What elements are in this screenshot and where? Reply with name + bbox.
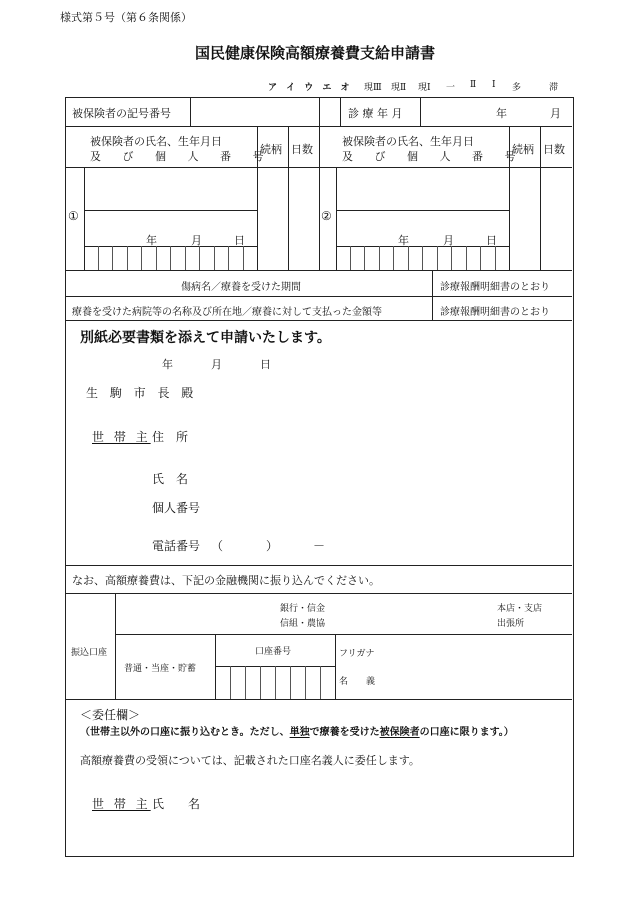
treatment-month-unit: 月 <box>550 107 561 120</box>
applicant-name-field[interactable] <box>210 466 550 488</box>
householder-label: 世 帯 主 <box>92 430 151 444</box>
personal-number-label: 個人番号 <box>152 501 201 515</box>
status-code-1: 現Ⅲ <box>364 83 382 93</box>
entry-2-day: 日 <box>486 234 497 247</box>
entry-2-marker: ② <box>321 209 332 223</box>
addressee: 生 駒 市 長 殿 <box>86 386 198 400</box>
name-label: 氏 名 <box>152 472 189 486</box>
status-code-5: Ⅱ <box>470 80 477 90</box>
phone-label: 電話番号 <box>152 539 201 553</box>
name-header-1b: 及 び 個 人 番 号 <box>90 150 273 163</box>
days-header-1: 日数 <box>291 143 313 156</box>
delegation-condition <box>80 723 514 738</box>
delegation-condition-prefix: （世帯主以外の口座に振り込むとき。ただし、 <box>80 727 290 738</box>
entry-1-day: 日 <box>234 234 245 247</box>
status-code-7: 多 <box>512 83 522 93</box>
delegation-condition-mid: で療養を受けた <box>309 727 380 738</box>
bank-notice: なお、高額療養費は、下記の金融機関に振り込んでください。 <box>72 574 380 587</box>
account-label: 振込口座 <box>71 648 108 658</box>
branch-types-2: 出張所 <box>497 619 525 629</box>
application-year: 年 <box>162 358 173 371</box>
application-statement: 別紙必要書類を添えて申請いたします。 <box>80 330 331 346</box>
phone-close-paren: ） <box>266 539 279 553</box>
disease-note: 診療報酬明細書のとおり <box>440 282 550 293</box>
bank-types-1: 銀行・信金 <box>280 604 326 614</box>
days-header-2: 日数 <box>543 143 565 156</box>
delegation-condition-alone: 単独 <box>289 727 310 738</box>
account-number-field[interactable] <box>216 667 334 698</box>
relation-header-2: 続柄 <box>512 143 534 156</box>
delegation-condition-suffix: の口座に限ります。） <box>419 727 514 738</box>
delegation-householder-label: 世 帯 主 <box>92 797 151 811</box>
disease-label: 傷病名／療養を受けた期間 <box>181 282 301 293</box>
treatment-year-unit: 年 <box>496 107 507 120</box>
name-header-2b: 及 び 個 人 番 号 <box>342 150 525 163</box>
address-field[interactable] <box>210 424 550 446</box>
delegation-title: ＜委任欄＞ <box>80 708 141 722</box>
entry-2-name-field[interactable] <box>337 168 508 209</box>
hospital-label: 療養を受けた病院等の名称及び所在地／療養に対して支払った金額等 <box>72 307 382 318</box>
entry-1-year: 年 <box>146 234 157 247</box>
page-title: 国民健康保険高額療養費支給申請書 <box>194 44 435 62</box>
personal-number-field[interactable] <box>210 495 550 517</box>
delegation-name-field[interactable] <box>210 790 550 814</box>
phone-dash: － <box>313 539 326 553</box>
treatment-month-label: 診 療 年 月 <box>348 107 403 120</box>
phone-number-field[interactable] <box>330 534 390 554</box>
holder-label: 名 義 <box>339 677 376 687</box>
phone-area-field[interactable] <box>226 534 266 554</box>
account-number-label: 口座番号 <box>255 647 292 657</box>
insured-number-label: 被保険者の記号番号 <box>72 107 171 120</box>
status-code-2: 現Ⅱ <box>391 83 407 93</box>
furigana-field[interactable] <box>390 640 570 662</box>
holder-field[interactable] <box>390 668 570 694</box>
address-label: 住 所 <box>152 430 189 444</box>
relation-header-1: 続柄 <box>260 143 282 156</box>
bank-name-field[interactable] <box>117 595 277 633</box>
entry-2-month: 月 <box>443 234 454 247</box>
branch-name-field[interactable] <box>336 595 486 633</box>
status-code-4: 一 <box>446 83 456 93</box>
branch-types-1: 本店・支店 <box>497 604 543 614</box>
delegation-name-label: 氏 名 <box>152 797 201 811</box>
entry-1-marker: ① <box>68 209 79 223</box>
insured-number-field[interactable] <box>191 98 340 126</box>
phone-exchange-field[interactable] <box>282 534 312 554</box>
entry-1-name-field[interactable] <box>85 168 256 209</box>
name-header-1: 被保険者の氏名、生年月日 <box>90 135 222 148</box>
account-types[interactable]: 普通・当座・貯蓄 <box>124 664 197 674</box>
form-number: 様式第５号（第６条関係） <box>60 11 192 24</box>
entry-2-year: 年 <box>398 234 409 247</box>
name-header-2: 被保険者の氏名、生年月日 <box>342 135 474 148</box>
furigana-label: フリガナ <box>339 649 375 659</box>
status-code-8: 滞 <box>549 83 559 93</box>
delegation-statement: 高額療養費の受領については、記載された口座名義人に委任します。 <box>80 754 420 767</box>
bank-types-2: 信組・農協 <box>280 619 326 629</box>
delegation-condition-insured: 被保険者 <box>379 727 420 738</box>
status-code-6: Ⅰ <box>492 80 496 90</box>
kana-codes: ア イ ウ エ オ <box>268 83 353 93</box>
hospital-note: 診療報酬明細書のとおり <box>440 307 550 318</box>
status-code-3: 現Ⅰ <box>418 83 431 93</box>
application-month: 月 <box>211 358 222 371</box>
phone-open-paren: （ <box>211 539 224 553</box>
entry-1-month: 月 <box>191 234 202 247</box>
application-day: 日 <box>260 358 271 371</box>
